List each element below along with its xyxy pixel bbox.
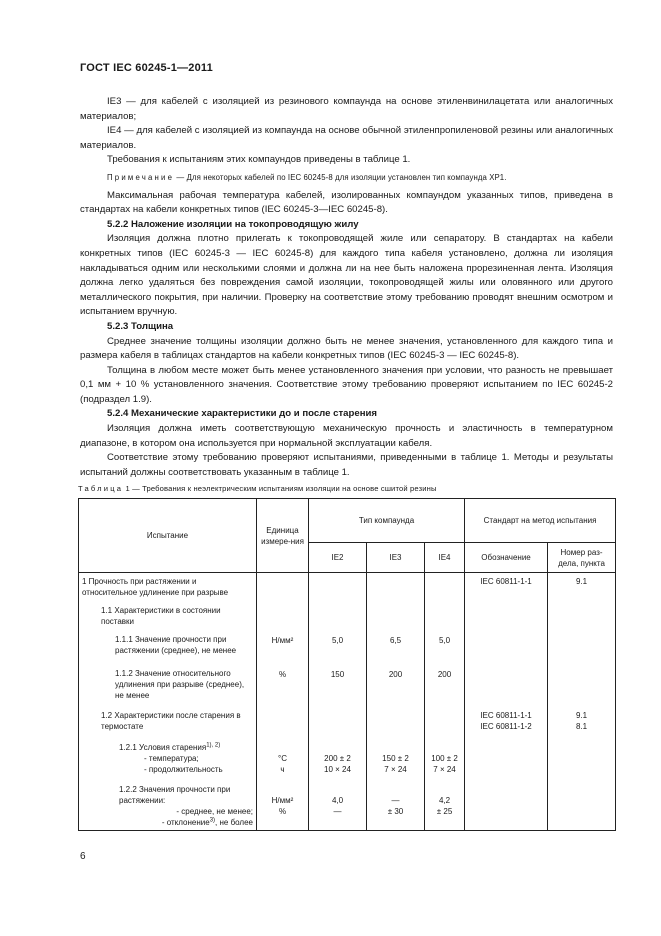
row-test: 1.2 Характеристики после старения в термостате [79,707,257,739]
value-line: 10 × 24 [324,764,351,774]
unit-line: Н/мм² [271,795,294,805]
row-subitem: - среднее, не менее; [176,806,253,816]
requirements-table [78,498,616,831]
header-standard: Стандарт на метод испытания [465,499,616,543]
row-section [548,707,616,739]
row-ie2: 150 [309,665,367,707]
row-unit: Н/мм² [257,631,309,665]
value-line: 4,0 [331,795,344,805]
paragraph: Требования к испытаниям этих компаундов приведены в таблице 1. [107,154,411,166]
header-section: Номер раз-дела, пункта [548,543,616,573]
row-test: 1.1.1 Значение прочности при растяжении (среднее), не менее [79,631,257,665]
header-test: Испытание [79,499,257,573]
header-ie3: IE3 [367,543,425,573]
value-line: 7 × 24 [384,764,407,774]
subitem-text: - отклонение [161,817,210,827]
value-line: 150 ± 2 [382,753,409,763]
row-unit [257,781,309,831]
table-caption-label: Таблица [78,484,124,493]
row-test [79,739,257,781]
footnote-ref: 1), 2) [206,741,221,748]
header-designation: Обозначение [465,543,548,573]
value-line: 7 × 24 [433,764,456,774]
header-unit: Единица измере-ния [257,499,309,573]
designation-line: IEC 60811-1-2 [480,721,532,731]
section-line: 8.1 [575,721,588,731]
row-ie4 [425,739,465,781]
table-row [79,707,616,739]
designation-line: IEC 60811-1-1 [480,710,532,720]
header-ie2: IE2 [309,543,367,573]
row-test [79,781,257,831]
row-subitem: - продолжительность [144,764,223,774]
section-heading: 5.2.4 Механические характеристики до и после старения [107,408,378,420]
table-row [79,781,616,831]
row-ie2 [309,739,367,781]
unit-line: % [278,806,287,816]
row-ie4: 5,0 [425,631,465,665]
value-line: 4,2 [438,795,451,805]
table-row [79,739,616,781]
header-compound-type: Тип компаунда [309,499,465,543]
paragraph: Среднее значение толщины изоляции должно быть не менее значения, установленного для каждого типа и размера кабеля в таблицах стандартов на кабели конкретных типов (IEC 60245-3 — IEC 60245-8). [80,335,613,362]
row-title: 1.2.1 Условия старения [119,742,207,752]
row-title: 1.2.2 Значения прочности при растяжении: [119,784,231,805]
paragraph: IE4 — для кабелей с изоляцией из компаунда на основе обычной этиленпропиленовой резины или аналогичных материалов. [80,125,613,151]
paragraph: Изоляция должна иметь соответствующую механическую прочность и эластичность в температурном диапазоне, в котором она используется при нормальной эксплуатации кабеля. [80,423,613,449]
paragraph: Изоляция должна плотно прилегать к токопроводящей жиле или сепаратору. В стандартах на кабели конкретных типов (IEC 60245-3 — IEC 60245-8) для каждого типа кабеля установлено, должна ли изоляция накладываться одним или несколькими слоями и должна ли на нее быть наложена прорезиненная лента. Изоляция должна легко удаляться без повреждения самой изоляции, токопроводящей жилы или оловянного или другого металлического покрытия, при наличии. Проверку на соответствие этому требованию проводят внешним осмотром и испытанием вручную. [80,233,613,318]
page-number: 6 [80,851,86,862]
row-unit [257,739,309,781]
row-test: 1.1 Характеристики в состоянии поставки [79,601,257,631]
row-ie3 [367,739,425,781]
value-line: ± 30 [387,806,404,816]
table-row [79,665,616,707]
section-heading: 5.2.3 Толщина [107,320,174,332]
note [80,171,613,186]
table-row [79,601,616,631]
paragraph: Толщина в любом месте может быть менее установленного значения при условии, что разность не превышает 0,1 мм + 10 % установленного значения. Соответствие этому требованию проверяют испытанием по IEC 60245-2 (подраздел 1.9). [80,364,613,405]
body-text [80,95,613,480]
document-header: ГОСТ IEC 60245-1—2011 [80,62,213,74]
row-subitem: - температура; [144,753,199,763]
row-ie2: 5,0 [309,631,367,665]
table-row [79,631,616,665]
section-heading: 5.2.2 Наложение изоляции на токопроводящую жилу [107,218,359,230]
unit-line: ч [280,764,285,774]
value-line: ± 25 [436,806,453,816]
row-ie4 [425,781,465,831]
paragraph: Соответствие этому требованию проверяют испытаниями, приведенными в таблице 1. Методы и результаты испытаний должны соответствовать указанным в таблице 1. [80,452,613,478]
footnote-ref: 3) [209,816,216,823]
subitem-text: , не более [215,817,253,827]
row-ie3: 6,5 [367,631,425,665]
row-subitem [119,817,253,828]
row-test: 1 Прочность при растяжении и относительное удлинение при разрыве [79,573,257,601]
row-unit: % [257,665,309,707]
row-section: 9.1 [548,573,616,601]
note-label: Примечание [107,172,175,182]
value-line: — [391,795,400,805]
row-test: 1.1.2 Значение относительного удлинения при разрыве (среднее), не менее [79,665,257,707]
paragraph: Максимальная рабочая температура кабелей, изолированных компаундом указанных типов, приведена в стандартах на кабели конкретных типов (IEC 60245-3—IEC 60245-8). [80,189,613,216]
unit-line: °C [278,753,287,763]
row-ie4: 200 [425,665,465,707]
table-caption-text: 1 — Требования к неэлектрическим испытаниям изоляции на основе сшитой резины [123,484,437,493]
value-line: — [333,806,342,816]
table-row [79,573,616,601]
row-ie3: 200 [367,665,425,707]
note-text: — Для некоторых кабелей по IEC 60245-8 для изоляции установлен тип компаунда ХР1. [174,172,507,182]
row-ie2 [309,781,367,831]
value-line: 100 ± 2 [431,753,458,763]
header-ie4: IE4 [425,543,465,573]
row-designation: IEC 60811-1-1 [465,573,548,601]
row-ie3 [367,781,425,831]
section-line: 9.1 [575,710,588,720]
row-designation [465,707,548,739]
value-line: 200 ± 2 [324,753,351,763]
table-caption [78,484,437,493]
paragraph: IE3 — для кабелей с изоляцией из резинового компаунда на основе этиленвинилацетата или аналогичных материалов; [80,96,613,122]
